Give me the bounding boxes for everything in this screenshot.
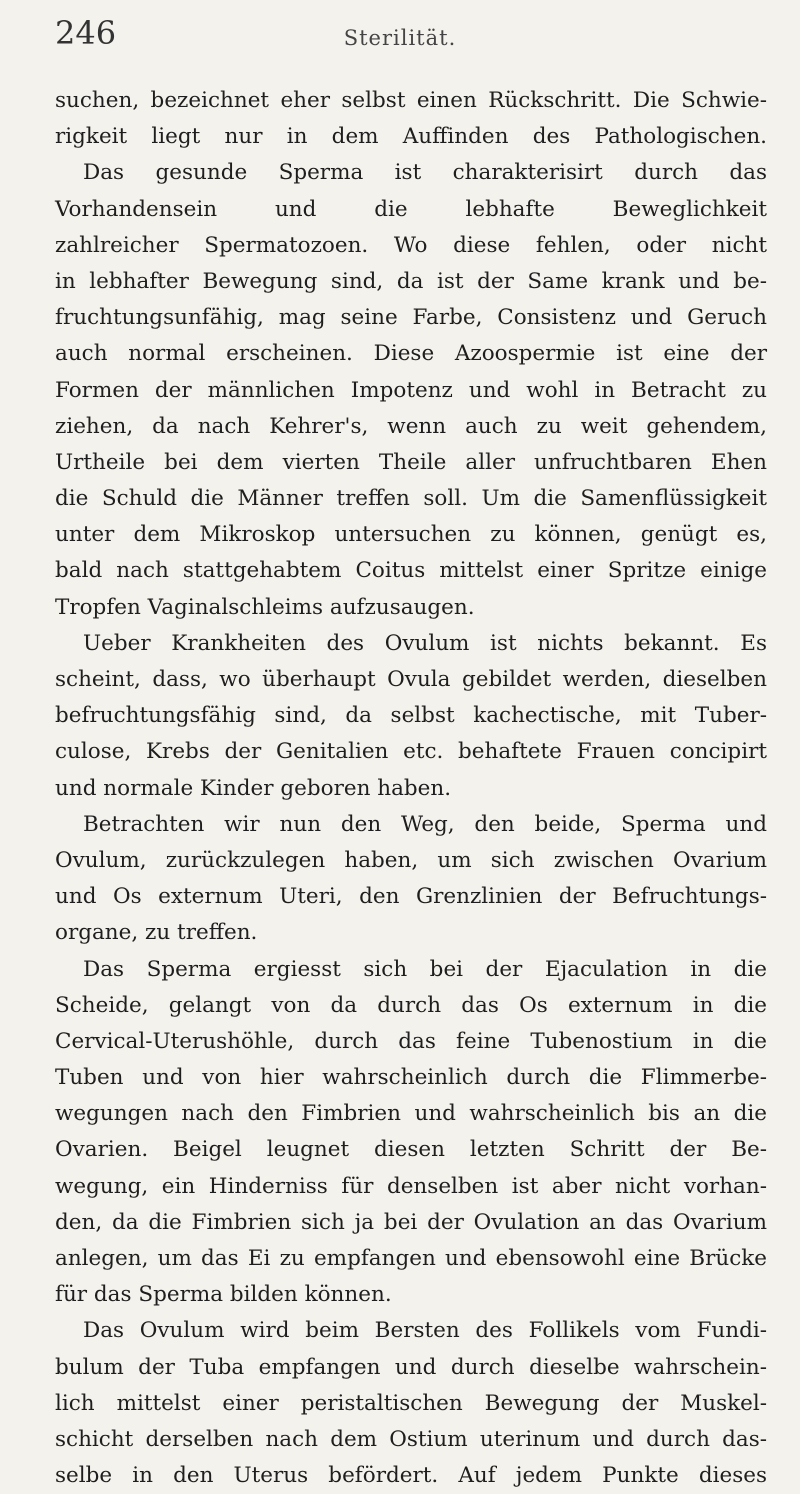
text-line: anlegen, um das Ei zu empfangen und ebensowohl eine Brücke <box>55 1246 767 1271</box>
text-line: die Schuld die Männer treffen soll. Um die Samenflüssigkeit <box>55 486 767 512</box>
text-line: Formen der männlichen Impotenz und wohl in Betracht zu <box>55 377 767 403</box>
text-line: wegungen nach den Fimbrien und wahrscheinlich bis an die <box>55 1101 767 1127</box>
text-line: in lebhafter Bewegung sind, da ist der Same krank und be- <box>55 268 767 294</box>
text-line: suchen, bezeichnet eher selbst einen Rückschritt. Die Schwie- <box>55 88 767 113</box>
text-line: rigkeit liegt nur in dem Auffinden des Pathologischen. <box>55 124 767 150</box>
text-line: Betrachten wir nun den Weg, den beide, Sperma und <box>83 811 767 837</box>
text-line: Scheide, gelangt von da durch das Os externum in die <box>55 992 767 1018</box>
text-line: auch normal erscheinen. Diese Azoospermie ist eine der <box>55 341 767 367</box>
text-line: für das Sperma bilden können. <box>55 1282 392 1308</box>
text-line: selbe in den Uterus befördert. Auf jedem Punkte dieses <box>55 1463 767 1489</box>
text-line: Ueber Krankheiten des Ovulum ist nichts bekannt. Es <box>83 630 767 656</box>
text-line: Urtheile bei dem vierten Theile aller unfruchtbaren Ehen <box>55 449 767 475</box>
text-line: und Os externum Uteri, den Grenzlinien der Befruchtungs- <box>55 884 767 910</box>
text-line: unter dem Mikroskop untersuchen zu können, genügt es, <box>55 522 767 548</box>
text-line: schicht derselben nach dem Ostium uterinum und durch das- <box>55 1426 767 1452</box>
text-line: den, da die Fimbrien sich ja bei der Ovulation an das Ovarium <box>55 1209 767 1235</box>
text-line: befruchtungsfähig sind, da selbst kachectische, mit Tuber- <box>55 703 767 729</box>
text-line: bulum der Tuba empfangen und durch dieselbe wahrschein- <box>55 1354 767 1380</box>
text-line: Cervical-Uterushöhle, durch das feine Tubenostium in die <box>55 1028 767 1054</box>
text-line: zahlreicher Spermatozoen. Wo diese fehlen, oder nicht <box>55 232 767 258</box>
text-line: Das Ovulum wird beim Bersten des Follikels vom Fundi- <box>83 1318 767 1344</box>
running-title: Sterilität. <box>343 26 457 50</box>
text-line: fruchtungsunfähig, mag seine Farbe, Consistenz und Geruch <box>55 305 767 331</box>
text-line: Tropfen Vaginalschleims aufzusaugen. <box>55 594 475 620</box>
text-line: Ovarien. Beigel leugnet diesen letzten Schritt der Be- <box>55 1137 767 1163</box>
text-line: scheint, dass, wo überhaupt Ovula gebildet werden, dieselben <box>55 667 767 692</box>
page-header <box>0 14 800 56</box>
body-text <box>55 83 767 1494</box>
text-line: Ovulum, zurückzulegen haben, um sich zwischen Ovarium <box>55 847 767 873</box>
text-line: Das gesunde Sperma ist charakterisirt durch das <box>83 160 767 186</box>
text-line: Das Sperma ergiesst sich bei der Ejaculation in die <box>83 956 767 982</box>
text-line: Vorhandensein und die lebhafte Beweglichkeit <box>55 196 767 222</box>
text-line: lich mittelst einer peristaltischen Bewegung der Muskel- <box>55 1390 767 1416</box>
text-line: ziehen, da nach Kehrer's, wenn auch zu weit gehendem, <box>55 413 767 439</box>
text-line: Tuben und von hier wahrscheinlich durch die Flimmerbe- <box>55 1065 767 1091</box>
text-line: culose, Krebs der Genitalien etc. behaftete Frauen concipirt <box>55 739 767 765</box>
text-line: organe, zu treffen. <box>55 920 258 946</box>
page-number: 246 <box>55 14 117 52</box>
text-line: wegung, ein Hinderniss für denselben ist aber nicht vorhan- <box>55 1173 767 1199</box>
text-line: bald nach stattgehabtem Coitus mittelst einer Spritze einige <box>55 558 767 584</box>
text-line: und normale Kinder geboren haben. <box>55 775 452 801</box>
